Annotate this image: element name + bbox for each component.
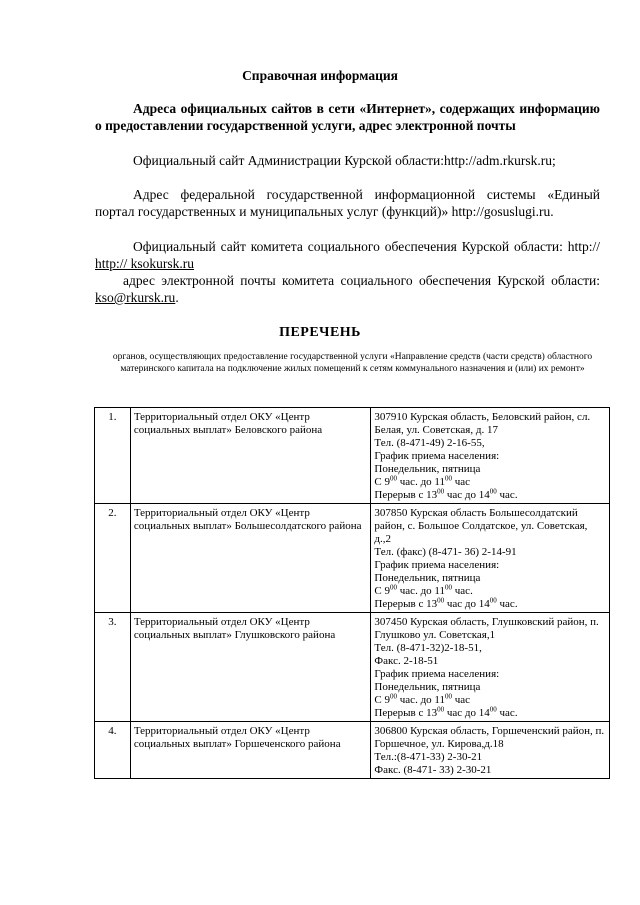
office-fax: Факс. (8-471- 33) 2-30-21 xyxy=(374,764,492,776)
office-phone: Тел. (8-471-49) 2-16-55, xyxy=(374,437,485,449)
schedule-title: График приема населения: xyxy=(374,559,500,571)
office-address: 307450 Курская область, Глушковский район, п. Глушково ул. Советская,1 xyxy=(374,616,599,641)
row-number: 4. xyxy=(95,722,131,779)
schedule-days: Понедельник, пятница xyxy=(374,681,481,693)
schedule-days: Понедельник, пятница xyxy=(374,572,481,584)
committee-email-text: адрес электронной почты комитета социального обеспечения Курской области: xyxy=(123,273,600,288)
row-number: 1. xyxy=(95,408,131,504)
committee-email-link[interactable]: kso@rkursk.ru xyxy=(95,290,176,305)
sites-heading: Адреса официальных сайтов в сети «Интернет», содержащих информацию о предоставлении государственной услуги, адрес электронной почты xyxy=(95,101,600,133)
committee-email-paragraph xyxy=(95,272,600,306)
table-row xyxy=(95,613,610,722)
table-row xyxy=(95,408,610,504)
admin-site-paragraph: Официальный сайт Администрации Курской области:http://adm.rkursk.ru; xyxy=(133,153,556,168)
committee-site-paragraph xyxy=(95,238,600,272)
office-contacts xyxy=(371,504,610,613)
office-phone: Тел. (8-471-32)2-18-51, xyxy=(374,642,482,654)
office-phone: Тел.:(8-471-33) 2-30-21 xyxy=(374,751,483,763)
office-contacts xyxy=(371,722,610,779)
committee-site-text: Официальный сайт комитета социального обеспечения Курской области: http:// xyxy=(133,239,600,254)
page-title: Справочная информация xyxy=(242,68,398,83)
federal-portal-paragraph: Адрес федеральной государственной информационной системы «Единый портал государственных и муниципальных услуг (функций)» http://gosuslugi.ru. xyxy=(95,187,600,219)
table-row xyxy=(95,722,610,779)
office-phone: Тел. (факс) (8-471- 36) 2-14-91 xyxy=(374,546,517,558)
table-row xyxy=(95,504,610,613)
schedule-days: Понедельник, пятница xyxy=(374,463,481,475)
schedule-break: Перерыв с $13^{00}$ час до $14^{00}$ час. xyxy=(374,487,518,501)
list-subtitle: органов, осуществляющих предоставление государственной услуги «Направление средств (части средств) областного материнского капитала на подключение жилых помещений к сетям коммунального назначения и (или) их ремонт» xyxy=(112,352,593,374)
schedule-break: Перерыв с $13^{00}$ час до $14^{00}$ час. xyxy=(374,596,518,610)
office-address: 307850 Курская область Большесолдатский район, с. Большое Солдатское, ул. Советская, д.,2 xyxy=(374,507,588,545)
schedule-title: График приема населения: xyxy=(374,450,500,462)
offices-table-body xyxy=(95,408,610,779)
committee-email-suffix: . xyxy=(175,290,179,305)
schedule-title: График приема населения: xyxy=(374,668,500,680)
office-address: 306800 Курская область, Горшеченский район, п. Горшечное, ул. Кирова,д.18 xyxy=(374,725,605,750)
schedule-hours: С $9^{00}$ час. до $11^{00}$ час. xyxy=(374,583,473,597)
schedule-break: Перерыв с $13^{00}$ час до $14^{00}$ час. xyxy=(374,705,518,719)
office-fax: Факс. 2-18-51 xyxy=(374,655,439,667)
row-number: 2. xyxy=(95,504,131,613)
schedule-hours: С $9^{00}$ час. до $11^{00}$ час xyxy=(374,692,471,706)
row-number: 3. xyxy=(95,613,131,722)
office-name: Территориальный отдел ОКУ «Центр социальных выплат» Большесолдатского района xyxy=(130,504,371,613)
office-address: 307910 Курская область, Беловский район, сл. Белая, ул. Советская, д. 17 xyxy=(374,411,591,436)
committee-site-link[interactable]: http:// ksokursk.ru xyxy=(95,256,195,271)
list-title: ПЕРЕЧЕНЬ xyxy=(279,325,361,340)
office-name: Территориальный отдел ОКУ «Центр социальных выплат» Беловского района xyxy=(130,408,371,504)
offices-table xyxy=(94,407,610,779)
office-contacts xyxy=(371,408,610,504)
office-name: Территориальный отдел ОКУ «Центр социальных выплат» Глушковского района xyxy=(130,613,371,722)
office-name: Территориальный отдел ОКУ «Центр социальных выплат» Горшеченского района xyxy=(130,722,371,779)
schedule-hours: С $9^{00}$ час. до $11^{00}$ час xyxy=(374,474,471,488)
office-contacts xyxy=(371,613,610,722)
